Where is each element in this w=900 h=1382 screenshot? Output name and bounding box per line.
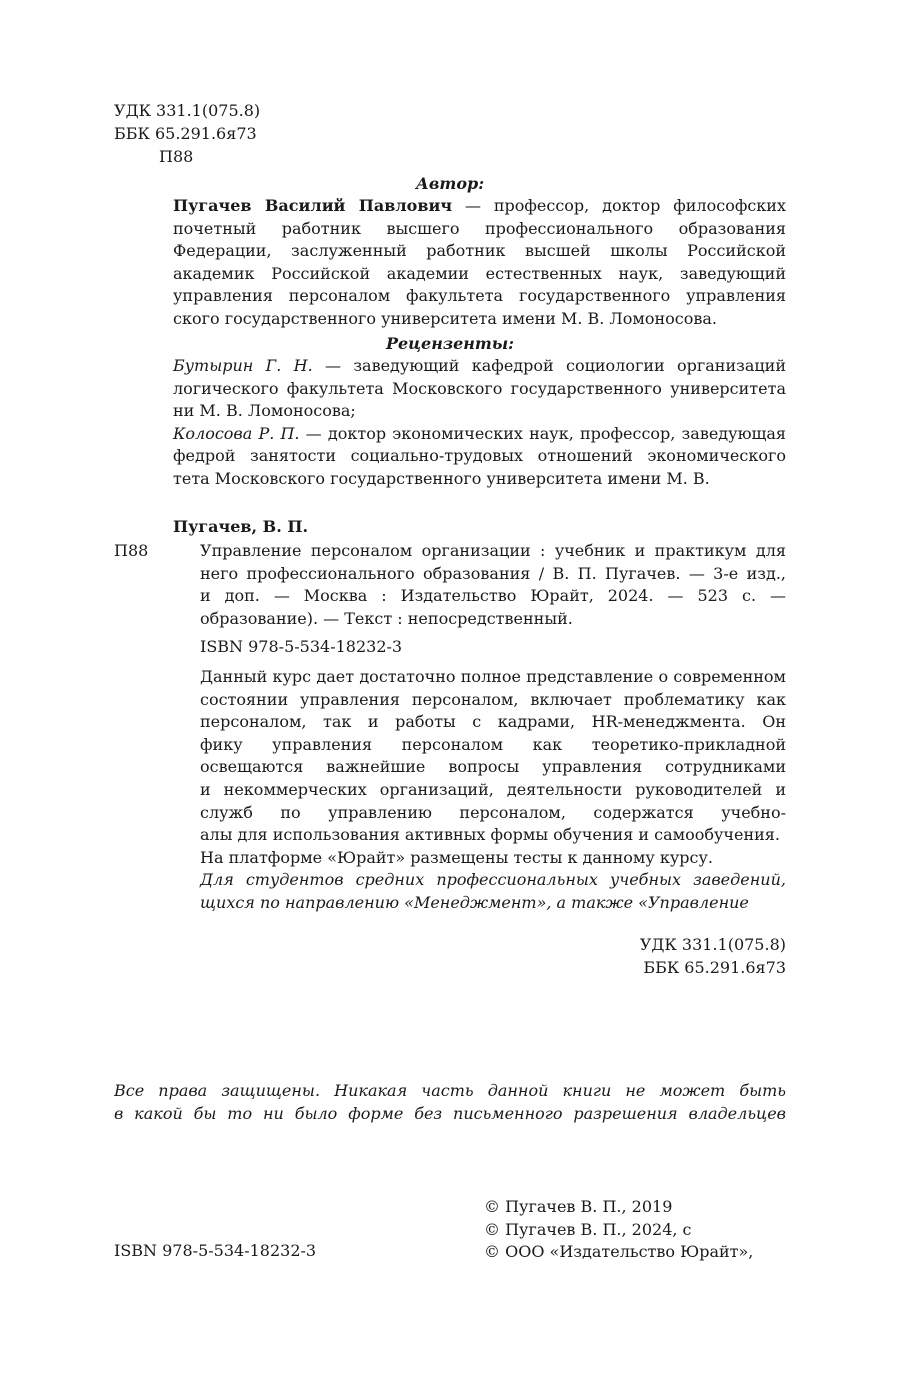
annotation-line-3: персоналом, так и работы с кадрами, HR-менеджмента. Он: [200, 712, 786, 732]
reviewer-2-line-2: федрой занятости социально-трудовых отношений экономического: [173, 446, 786, 466]
copyright-line-1: © Пугачев В. П., 2019: [484, 1197, 673, 1216]
rights-line-1: Все права защищены. Никакая часть данной книги не может быть: [114, 1081, 786, 1100]
reviewer-1-line-3: ни М. В. Ломоносова;: [173, 401, 356, 421]
catalog-annotation: [173, 666, 786, 915]
reviewer-1-line-2: логического факультета Московского государственного университета: [173, 378, 786, 398]
catalog-udk-right: УДК 331.1(075.8): [639, 935, 786, 954]
catalog-description: [200, 540, 786, 630]
catalog-line-1: Управление персоналом организации : учебник и практикум для: [200, 541, 786, 560]
bbk-code: ББК 65.291.6я73: [114, 124, 257, 143]
reviewer-1-name: Бутырин Г. Н.: [173, 356, 313, 375]
annotation-line-2: состоянии управления персоналом, включает проблематику как: [200, 689, 786, 709]
annotation-line-5: освещаются важнейшие вопросы управления сотрудниками: [200, 757, 786, 777]
annotation-line-8: алы для использования активных формы обучения и самообучения.: [200, 825, 780, 845]
author-line-2: почетный работник высшего профессионального образования: [173, 218, 786, 238]
reviewers-list: [114, 355, 786, 491]
reviewers-heading: Рецензенты:: [385, 334, 515, 353]
reviewer-2-line-3: тета Московского государственного университета имени М. В.: [173, 468, 710, 488]
annotation-line-1: Данный курс дает достаточно полное представление о современном: [200, 667, 786, 686]
author-line-4: академик Российской академии естественных наук, заведующий: [173, 263, 786, 283]
author-line-6: ского государственного университета имени М. В. Ломоносова.: [173, 308, 718, 328]
catalog-author-heading: Пугачев, В. П.: [173, 517, 309, 536]
catalog-line-2: него профессионального образования / В. П. Пугачев. — 3-е изд.,: [200, 563, 786, 583]
author-mark: П88: [159, 147, 194, 166]
author-line-1: Пугачев Василий Павлович — профессор, доктор философских: [173, 196, 786, 215]
catalog-line-4: образование). — Текст : непосредственный.: [200, 608, 573, 628]
rights-notice: [114, 1080, 786, 1125]
catalog-mark: П88: [114, 541, 149, 560]
catalog-bbk-right: ББК 65.291.6я73: [643, 958, 786, 977]
copyright-line-2: © Пугачев В. П., 2024, с: [484, 1219, 692, 1239]
rights-line-2: в какой бы то ни было форме без письменного разрешения владельцев: [114, 1103, 786, 1123]
copyright-list: [484, 1196, 794, 1264]
annotation-line-7: служб по управлению персоналом, содержатся учебно-: [200, 802, 786, 822]
author-description: [114, 195, 786, 331]
author-heading: Автор:: [415, 174, 485, 193]
author-name: Пугачев Василий Павлович: [173, 196, 453, 215]
annotation-line-6: и некоммерческих организаций, деятельности руководителей и: [200, 779, 786, 799]
audience-line-1: Для студентов средних профессиональных учебных заведений,: [200, 870, 786, 890]
platform-note: На платформе «Юрайт» размещены тесты к данному курсу.: [200, 847, 713, 867]
footer-isbn: ISBN 978-5-534-18232-3: [114, 1241, 317, 1260]
audience-line-2: щихся по направлению «Менеджмент», а также «Управление: [200, 892, 749, 912]
reviewer-2-line-1: Колосова Р. П. — доктор экономических наук, профессор, заведующая: [173, 423, 786, 443]
copyright-line-3: © ООО «Издательство Юрайт»,: [484, 1242, 754, 1262]
reviewer-1-line-1: Бутырин Г. Н. — заведующий кафедрой социологии организаций: [173, 356, 786, 375]
author-line-5: управления персоналом факультета государственного управления: [173, 286, 786, 306]
annotation-line-4: фику управления персоналом как теоретико-прикладной: [200, 734, 786, 754]
catalog-isbn: ISBN 978-5-534-18232-3: [200, 637, 403, 656]
reviewer-2-name: Колосова Р. П.: [173, 423, 300, 443]
author-line-3: Федерации, заслуженный работник высшей школы Российской: [173, 241, 786, 261]
udk-code: УДК 331.1(075.8): [114, 101, 261, 120]
catalog-line-3: и доп. — Москва : Издательство Юрайт, 2024. — 523 с. —: [200, 586, 786, 606]
